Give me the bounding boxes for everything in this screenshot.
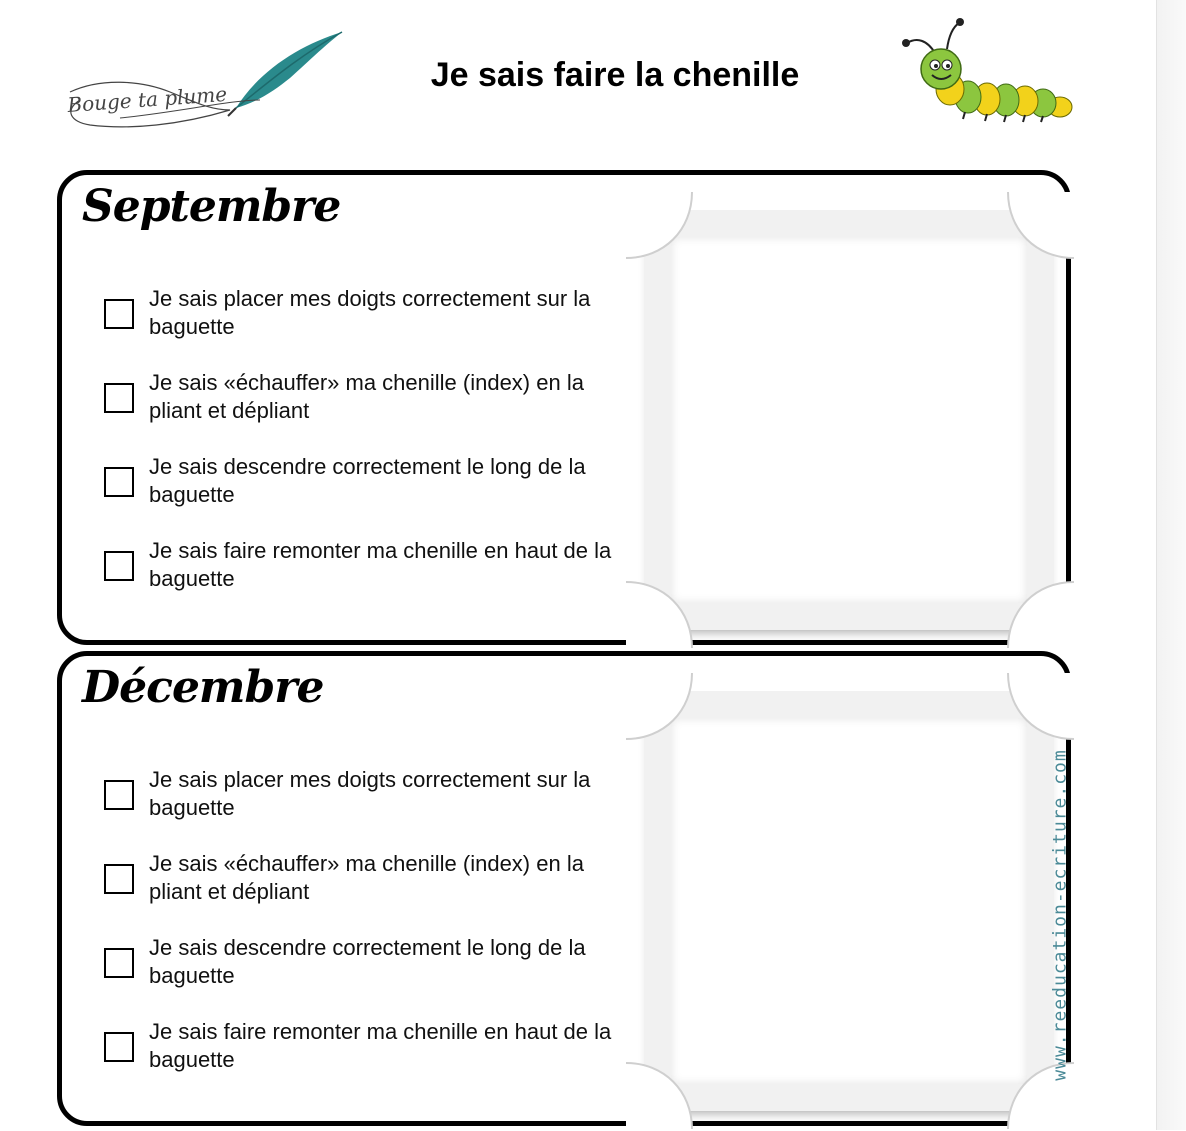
checkbox[interactable] [104,467,134,497]
checklist [104,285,624,621]
photo-area[interactable] [671,237,1027,603]
photo-corner-icon [1006,190,1076,260]
list-item [104,285,624,369]
photo-corner-icon [624,580,694,650]
list-item [104,934,624,1018]
checklist-item-label: Je sais placer mes doigts correctement sur la baguette [149,767,591,820]
photo-corner-icon [1006,580,1076,650]
month-title: Septembre [82,181,341,232]
photo-corner-icon [624,190,694,260]
page-title: Je sais faire la chenille [430,56,800,94]
bouge-ta-plume-logo [60,30,350,150]
checklist-item-label: Je sais «échauffer» ma chenille (index) en la pliant et dépliant [149,851,584,904]
list-item [104,369,624,453]
checkbox[interactable] [104,383,134,413]
photo-corner-icon [624,671,694,741]
checkbox[interactable] [104,551,134,581]
logo-text: Bouge ta plume [66,81,228,117]
list-item [104,766,624,850]
photo-frame [624,661,1074,1121]
photo-corner-icon [1006,671,1076,741]
card-december [57,651,1071,1126]
list-item [104,850,624,934]
checklist-item-label: Je sais faire remonter ma chenille en haut de la baguette [149,1019,612,1072]
checkbox[interactable] [104,299,134,329]
website-watermark [1045,750,1075,1080]
list-item [104,1018,624,1102]
feather-icon [60,30,350,150]
page-edge [1156,0,1186,1130]
photo-corner-icon [624,1061,694,1131]
month-title: Décembre [82,662,324,713]
checkbox[interactable] [104,864,134,894]
photo-frame [624,180,1074,640]
checklist-item-label: Je sais faire remonter ma chenille en haut de la baguette [149,538,612,591]
card-september [57,170,1071,645]
photo-area[interactable] [671,718,1027,1084]
watermark-text: www.reeducation-ecriture.com [1049,749,1071,1081]
checklist-item-label: Je sais descendre correctement le long de la baguette [149,454,586,507]
checklist-item-label: Je sais placer mes doigts correctement sur la baguette [149,286,591,339]
checkbox[interactable] [104,1032,134,1062]
checkbox[interactable] [104,948,134,978]
list-item [104,453,624,537]
checkbox[interactable] [104,780,134,810]
checklist-item-label: Je sais «échauffer» ma chenille (index) en la pliant et dépliant [149,370,584,423]
checklist [104,766,624,1102]
list-item [104,537,624,621]
checklist-item-label: Je sais descendre correctement le long de la baguette [149,935,586,988]
caterpillar-icon [895,15,1085,130]
